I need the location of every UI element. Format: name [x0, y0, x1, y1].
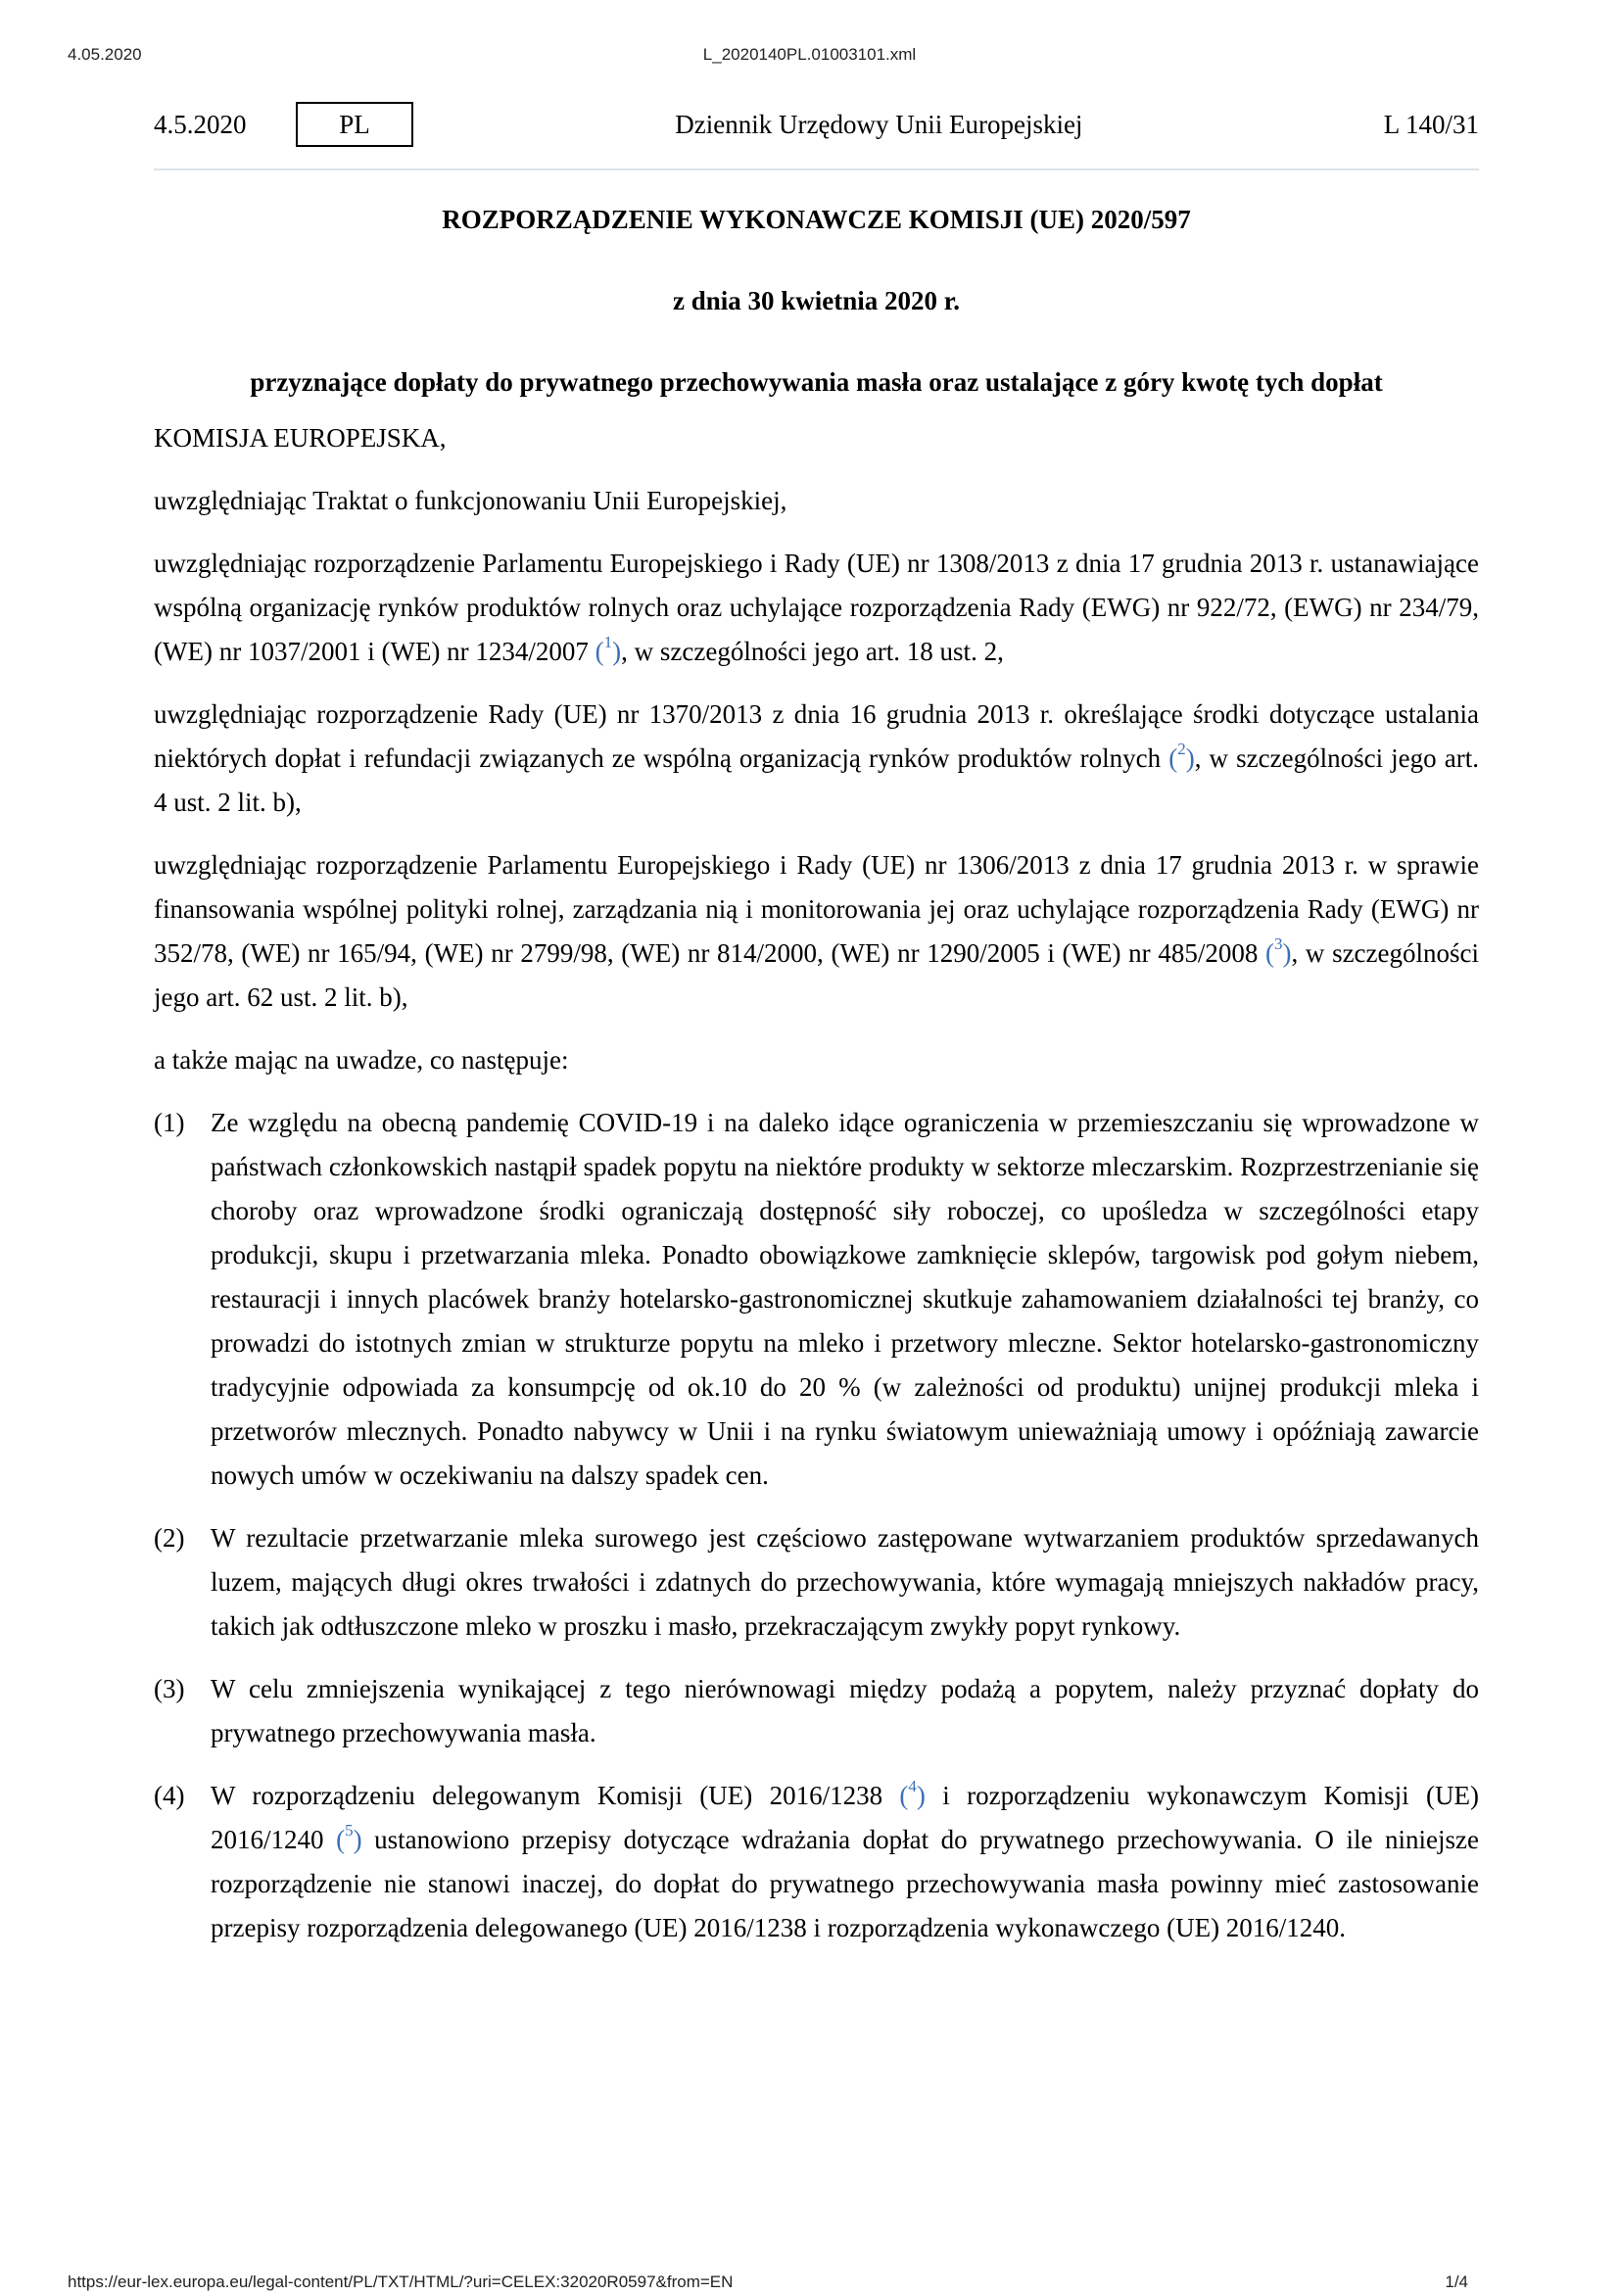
footnote-link[interactable]: ($^4$) — [899, 1777, 926, 1810]
citation: uwzględniając rozporządzenie Parlamentu Europejskiego i Rady (UE) nr 1308/2013 z dnia 17 grudnia 2013 r. ustanawiające wspólną organizację rynków produktów rolnych oraz uchylające rozporządzenia Rady (EWG) nr 922/72, (EWG) nr 234/79, (WE) nr 1037/2001 i (WE) nr 1234/2007 ($^1$), w szczególności jego art. 18 ust. 2, — [154, 549, 1479, 666]
issuer: KOMISJA EUROPEJSKA, — [154, 423, 447, 453]
official-journal-header — [154, 94, 1479, 155]
citation: uwzględniając rozporządzenie Parlamentu Europejskiego i Rady (UE) nr 1306/2013 z dnia 17 grudnia 2013 r. w sprawie finansowania wspólnej polityki rolnej, zarządzania nią i monitorowania jej oraz uchylające rozporządzenia Rady (EWG) nr 352/78, (WE) nr 165/94, (WE) nr 2799/98, (WE) nr 814/2000, (WE) nr 1290/2005 i (WE) nr 485/2008 ($^3$), w szczególności jego art. 62 ust. 2 lit. b), — [154, 850, 1480, 1012]
print-footer — [0, 2272, 1619, 2296]
print-url: https://eur-lex.europa.eu/legal-content/PL/TXT/HTML/?uri=CELEX:32020R0597&from=EN — [68, 2272, 734, 2291]
journal-title: Dziennik Urzędowy Unii Europejskiej — [675, 109, 1083, 139]
whereas-intro: a także mając na uwadze, co następuje: — [154, 1045, 569, 1075]
oj-date: 4.5.2020 — [154, 109, 247, 139]
document-date: z dnia 30 kwietnia 2020 r. — [672, 286, 961, 315]
citation: uwzględniając rozporządzenie Rady (UE) nr 1370/2013 z dnia 16 grudnia 2013 r. określające środki dotyczące ustalania niektórych dopłat i refundacji związanych ze wspólną organizacją rynków produktów rolnych ($^2$), w szczególności jego art. 4 ust. 2 lit. b), — [154, 699, 1479, 817]
recital-text: W rezultacie przetwarzanie mleka surowego jest częściowo zastępowane wytwarzaniem produktów sprzedawanych luzem, mających długi okres trwałości i zdatnych do przechowywania, które wymagają mniejszych nakładów pracy, takich jak odtłuszczone mleko w proszku i masło, przekraczającym zwykły popyt rynkowy. — [211, 1523, 1479, 1641]
oj-page-ref: L 140/31 — [1383, 109, 1479, 139]
print-page-number: 1/4 — [1445, 2272, 1468, 2291]
recital-text: Ze względu na obecną pandemię COVID-19 i na daleko idące ograniczenia w przemieszczaniu się wprowadzone w państwach członkowskich nastąpił spadek popytu na niektóre produkty w sektorze mleczarskim. Rozprzestrzenianie się choroby oraz wprowadzone środki ograniczają dostępność siły roboczej, co upośledza w szczególności etapy produkcji, skupu i przetwarzania mleka. Ponadto obowiązkowe zamknięcie sklepów, targowisk pod gołym niebem, restauracji i innych placówek branży hotelarsko-gastronomicznej skutkuje zahamowaniem działalności tej branży, co prowadzi do istotnych zmian w strukturze popytu na mleko i przetwory mleczne. Sektor hotelarsko-gastronomiczny tradycyjnie odpowiada za konsumpcję od ok.10 do 20 % (w zależności od produktu) unijnej produkcji mleka i przetworów mlecznych. Ponadto nabywcy w Unii i na rynku światowym unieważniają umowy i opóźniają zawarcie nowych umów w oczekiwaniu na dalszy spadek cen. — [211, 1108, 1479, 1490]
footnote-link[interactable]: ($^2$) — [1168, 740, 1195, 773]
document-subject: przyznające dopłaty do prywatnego przechowywania masła oraz ustalające z góry kwotę tych dopłat — [250, 367, 1383, 397]
document-page — [154, 94, 1479, 1950]
recital-number: (2) — [154, 1523, 185, 1553]
print-filename: L_2020140PL.01003101.xml — [702, 45, 917, 64]
print-header — [0, 45, 1619, 69]
recital-number: (1) — [154, 1108, 185, 1137]
citation: uwzględniając Traktat o funkcjonowaniu Unii Europejskiej, — [154, 486, 787, 515]
recital-number: (4) — [154, 1781, 185, 1810]
recital-text: W rozporządzeniu delegowanym Komisji (UE) 2016/1238 ($^4$) i rozporządzeniu wykonawczym Komisji (UE) 2016/1240 ($^5$) ustanowiono przepisy dotyczące wdrażania dopłat do prywatnego przechowywania. O ile niniejsze rozporządzenie nie stanowi inaczej, do dopłat do prywatnego przechowywania masła powinny mieć zastosowanie przepisy rozporządzenia delegowanego (UE) 2016/1238 i rozporządzenia wykonawczego (UE) 2016/1240. — [211, 1777, 1479, 1942]
footnote-link[interactable]: ($^3$) — [1265, 934, 1292, 968]
header-divider — [154, 168, 1479, 170]
document-title: ROZPORZĄDZENIE WYKONAWCZE KOMISJI (UE) 2020/597 — [442, 205, 1191, 234]
recital-text: W celu zmniejszenia wynikającej z tego nierównowagi między podażą a popytem, należy przyznać dopłaty do prywatnego przechowywania masła. — [211, 1674, 1479, 1747]
language-badge: PL — [296, 102, 413, 147]
recital — [154, 1516, 1479, 1649]
recital — [154, 1774, 1479, 1950]
footnote-link[interactable]: ($^5$) — [336, 1821, 362, 1854]
recital — [154, 1667, 1479, 1755]
recital-number: (3) — [154, 1674, 185, 1703]
print-date: 4.05.2020 — [68, 45, 142, 64]
footnote-link[interactable]: ($^1$) — [595, 633, 622, 666]
recital — [154, 1101, 1479, 1498]
